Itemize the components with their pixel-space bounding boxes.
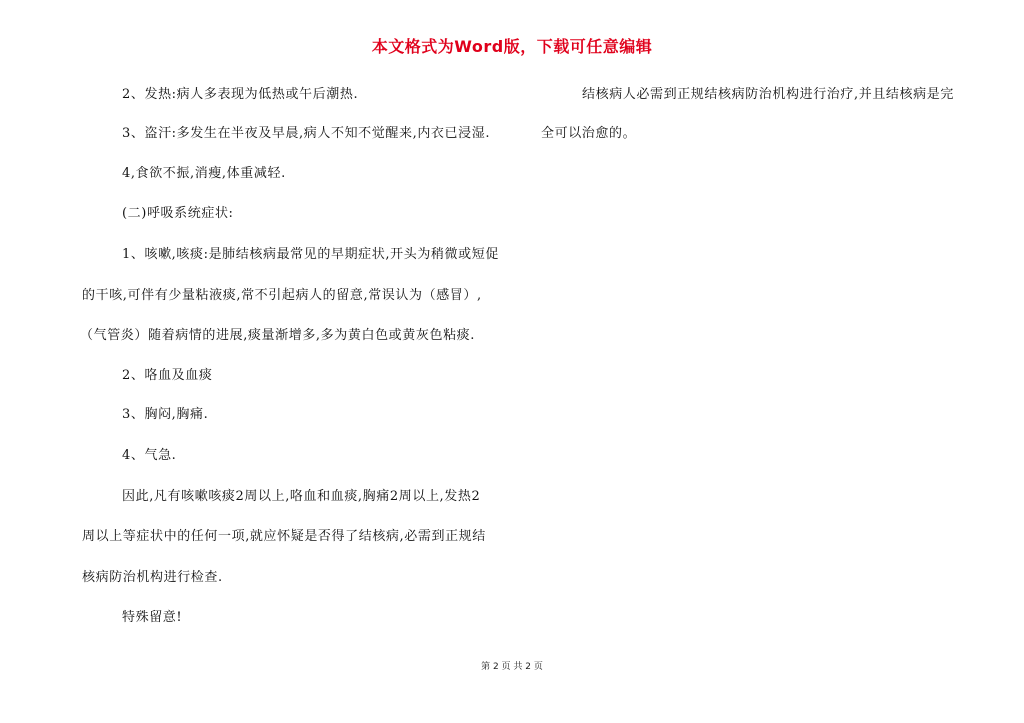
paragraph-line: 结核病人必需到正规结核病防治机构进行治疗,并且结核病是完 [582,87,954,102]
paragraph-line: 1、咳嗽,咳痰:是肺结核病最常见的早期症状,开头为稍微或短促 [122,247,499,262]
paragraph-line: （气管炎）随着病情的进展,痰量渐增多,多为黄白色或黄灰色粘痰. [80,328,475,343]
header-banner: 本文格式为Word版，下载可任意编辑 [371,37,653,56]
paragraph-line: 3、胸闷,胸痛. [122,407,209,422]
paragraph-line: 2、咯血及血痰 [122,368,213,383]
paragraph-line: 核病防治机构进行检查. [82,570,223,585]
paragraph-line: 4、气急. [122,448,177,463]
section-heading: (二)呼吸系统症状: [122,206,234,221]
paragraph-line: 3、盗汗:多发生在半夜及早晨,病人不知不觉醒来,内衣已浸湿. [122,126,491,141]
paragraph-line: 2、发热:病人多表现为低热或午后潮热. [122,87,359,102]
paragraph-line: 全可以治愈的。 [541,126,637,141]
paragraph-line: 4,食欲不振,消瘦,体重减轻. [122,166,286,181]
paragraph-line: 因此,凡有咳嗽咳痰2周以上,咯血和血痰,胸痛2周以上,发热2 [122,489,481,504]
paragraph-line: 的干咳,可伴有少量粘液痰,常不引起病人的留意,常误认为（感冒）, [82,288,482,303]
paragraph-line: 周以上等症状中的任何一项,就应怀疑是否得了结核病,必需到正规结 [82,529,486,544]
page-number: 第 2 页 共 2 页 [481,662,543,672]
paragraph-line: 特殊留意! [122,610,183,625]
